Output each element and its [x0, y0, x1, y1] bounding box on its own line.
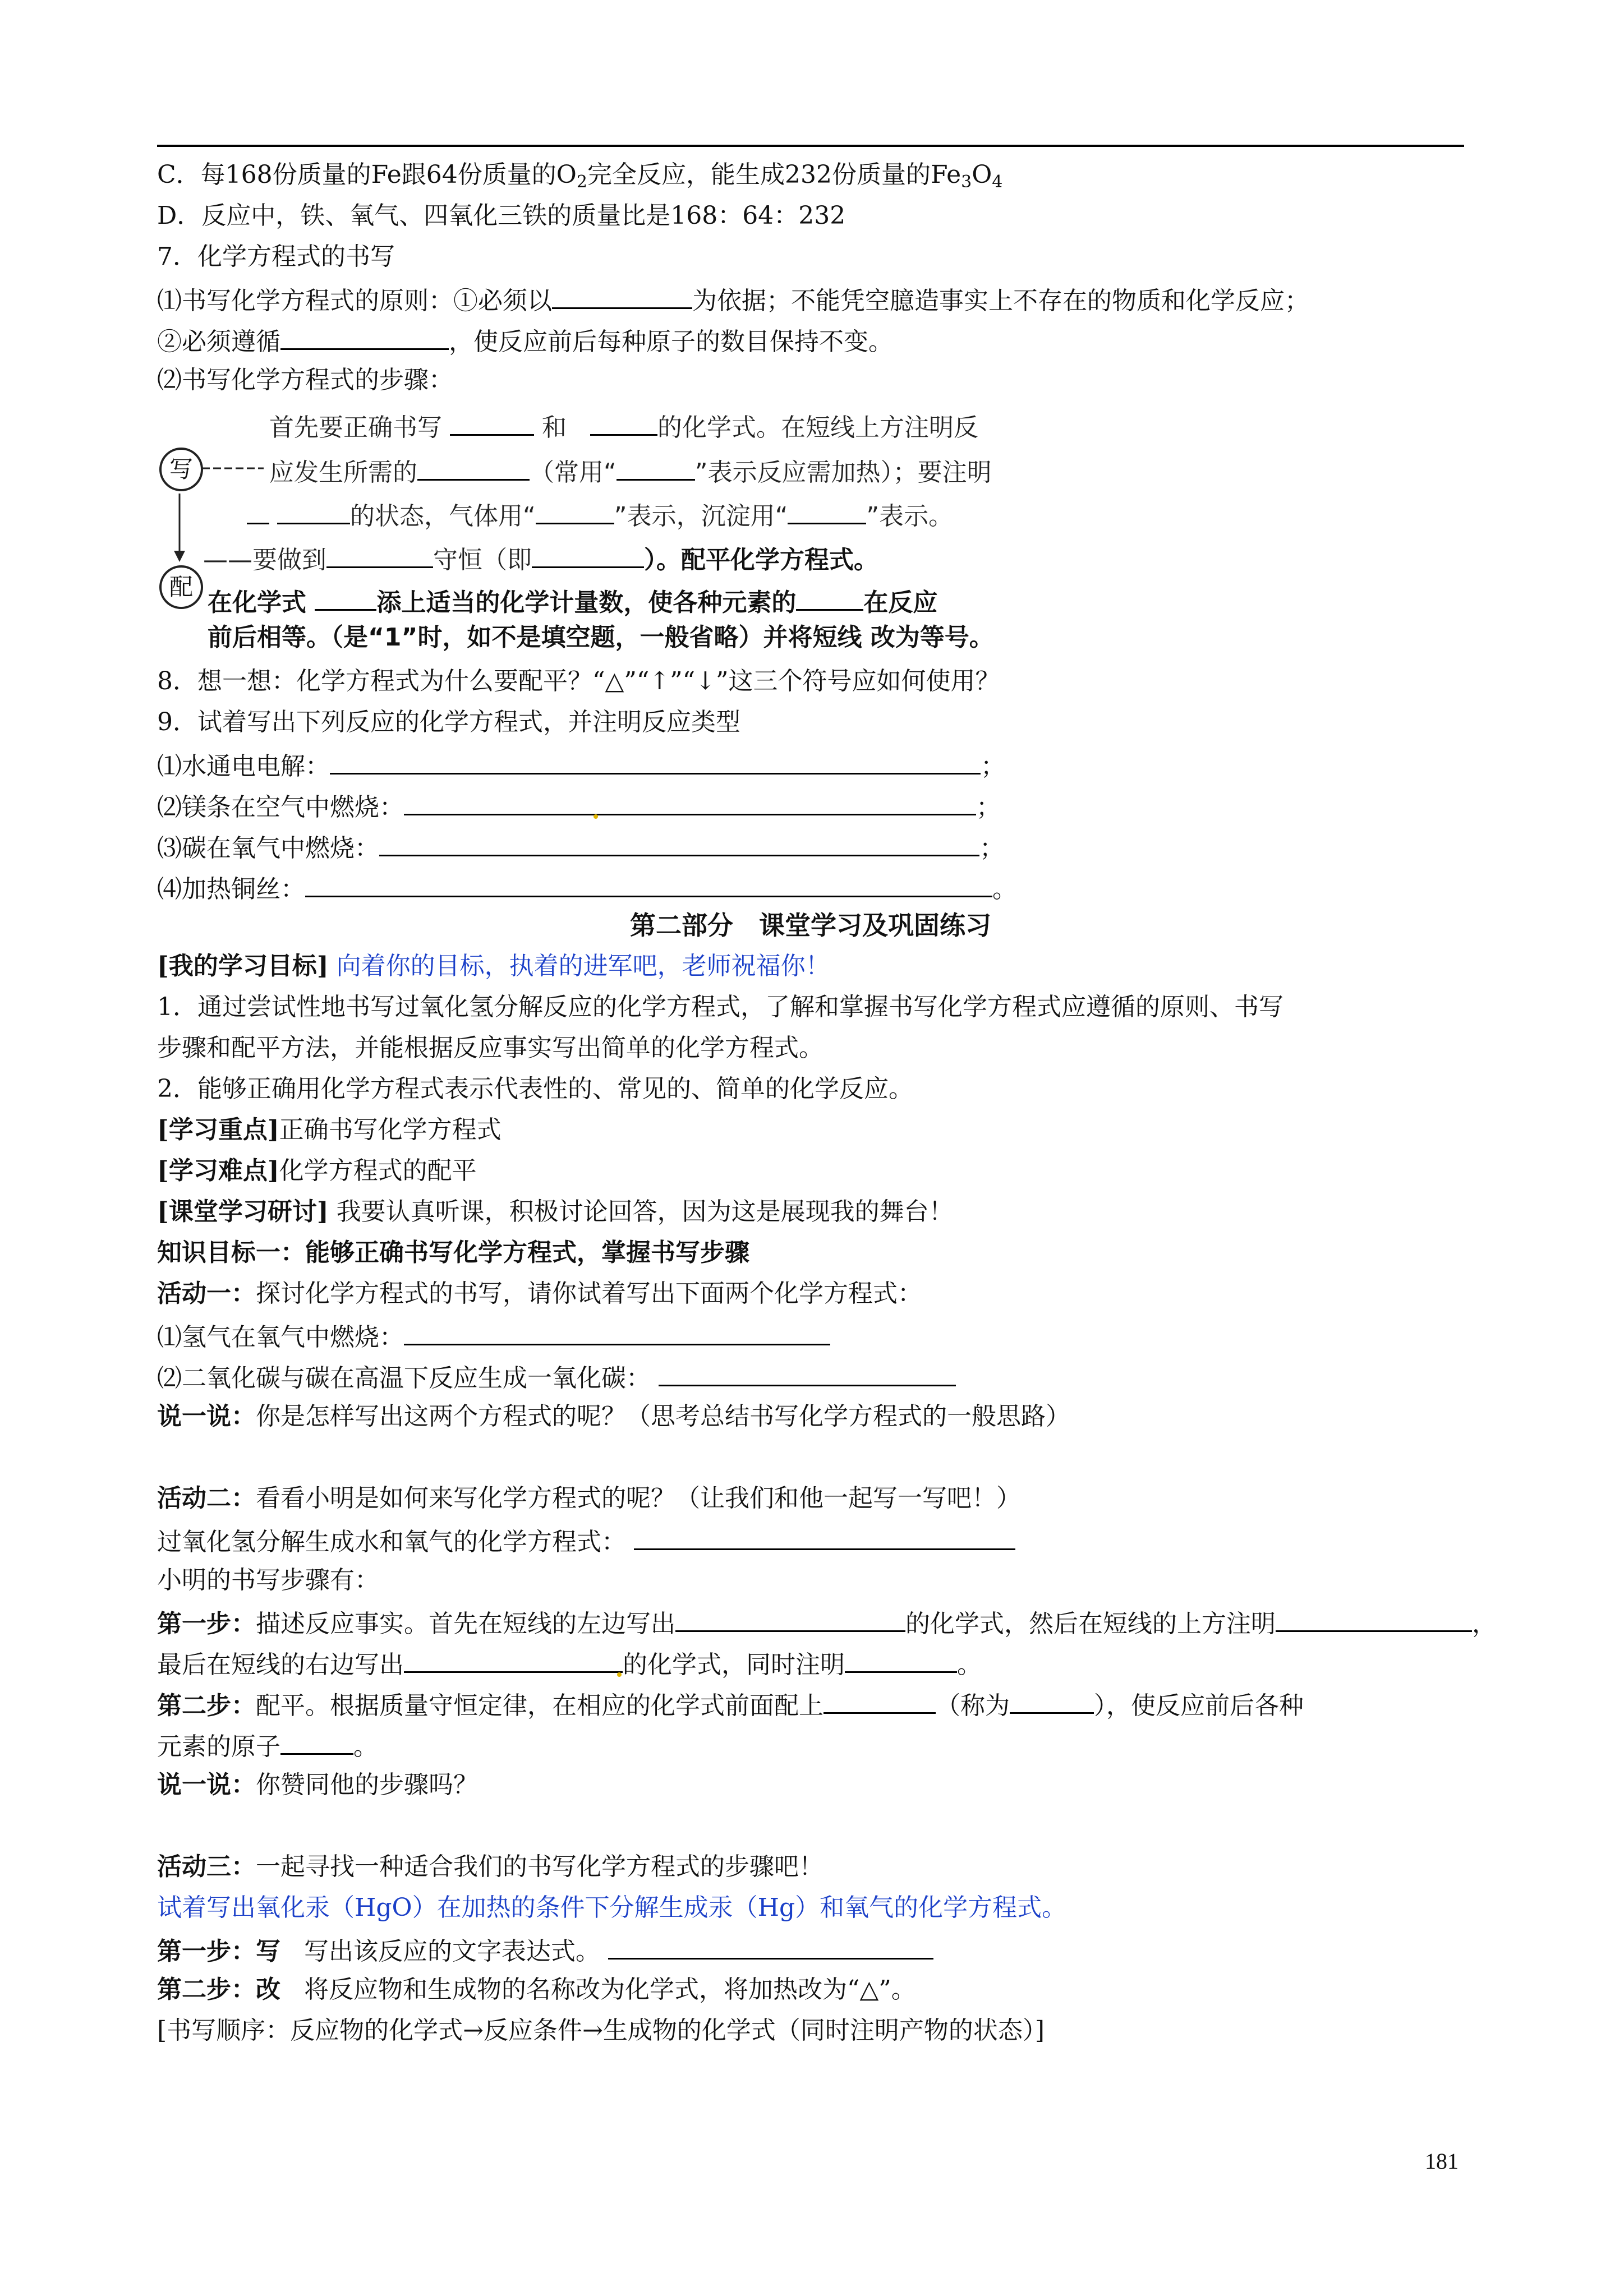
answer-blank[interactable]	[330, 747, 981, 774]
blank[interactable]	[845, 1645, 957, 1673]
option-c: C．每168份质量的Fe跟64份质量的$O_2$完全反应，能生成232份质量的$Fe_3O_4$	[157, 160, 1003, 192]
blank[interactable]	[326, 541, 433, 568]
diagram-row-2: 应发生所需的 （常用“ ”表示反应需加热）；要注明	[269, 453, 992, 489]
part2-title: 第二部分 课堂学习及巩固练习	[630, 910, 991, 940]
step-2-line-2: 元素的原子 。	[157, 1727, 378, 1764]
goal-2: 2．能够正确用化学方程式表示代表性的、常见的、简单的化学反应。	[157, 1075, 913, 1103]
blank[interactable]	[450, 408, 534, 436]
q9-item-3: ⑶碳在氧气中燃烧： ；	[157, 829, 1004, 865]
diagram-row-1: 首先要正确书写 和 的化学式。在短线上方注明反	[269, 408, 978, 444]
answer-blank[interactable]	[608, 1932, 933, 1960]
answer-blank[interactable]	[634, 1523, 1015, 1550]
blank[interactable]	[277, 497, 350, 524]
question-9: 9．试着写出下列反应的化学方程式，并注明反应类型	[157, 708, 740, 736]
knowledge-target-1: 知识目标一：能够正确书写化学方程式，掌握书写步骤	[157, 1238, 749, 1267]
option-d: D．反应中，铁、氧气、四氧化三铁的质量比是168：64：232	[157, 201, 846, 230]
q9-item-4: ⑷加热铜丝： 。	[157, 870, 1017, 906]
q9-item-1: ⑴水通电电解： ；	[157, 747, 1005, 783]
blank[interactable]	[1276, 1605, 1472, 1632]
answer-blank[interactable]	[659, 1359, 956, 1386]
blank[interactable]	[417, 453, 530, 481]
activity-1-item-1: ⑴氢气在氧气中燃烧：	[157, 1318, 830, 1354]
diagram-row-6: 前后相等。（是“1”时，如不是填空题，一般省略）并将短线 改为等号。	[208, 623, 994, 652]
step-1-line-1: 第一步：描述反应事实。首先在短线的左边写出 的化学式，然后在短线的上方注明 ，	[157, 1605, 1497, 1641]
write-step-1: 第一步：写 写出该反应的文字表达式。	[157, 1932, 933, 1968]
steps-diagram	[157, 404, 1122, 662]
page-number: 181	[1425, 2149, 1459, 2174]
blank[interactable]	[315, 583, 376, 611]
diagram-row-3: 的状态，气体用“ ”表示，沉淀用“ ”表示。	[247, 497, 953, 533]
write-step-2: 第二步：改 将反应物和生成物的名称改为化学式，将加热改为“△”。	[157, 1975, 916, 2004]
goal-1b: 步骤和配平方法，并能根据反应事实写出简单的化学方程式。	[157, 1034, 823, 1062]
question-7: 7．化学方程式的书写	[157, 242, 395, 271]
blank[interactable]	[552, 282, 692, 309]
answer-blank[interactable]	[404, 1318, 830, 1345]
key-point: [学习重点]正确书写化学方程式	[157, 1115, 502, 1144]
activity-3-task: 试着写出氧化汞（HgO）在加热的条件下分解生成汞（Hg）和氧气的化学方程式。	[157, 1893, 1067, 1922]
question-8: 8．想一想：化学方程式为什么要配平？“△”“↑”“↓”这三个符号应如何使用？	[157, 667, 1000, 695]
blank[interactable]	[590, 408, 657, 436]
activity-2-steps: 小明的书写步骤有：	[157, 1566, 379, 1594]
answer-blank[interactable]	[305, 870, 992, 897]
header-rule	[157, 145, 1464, 147]
activity-2-equation: 过氧化氢分解生成水和氧气的化学方程式：	[157, 1523, 1015, 1559]
activity-3: 活动三：一起寻找一种适合我们的书写化学方程式的步骤吧！	[157, 1852, 823, 1881]
goal-1a: 1．通过尝试性地书写过氧化氢分解反应的化学方程式，了解和掌握书写化学方程式应遵循的原则、书写	[157, 993, 1283, 1021]
step-1-line-2: 最后在短线的右边写出 的化学式，同时注明 。	[157, 1645, 982, 1682]
blank[interactable]	[404, 1645, 623, 1673]
blank[interactable]	[1010, 1686, 1094, 1714]
class-study: [课堂学习研讨] 我要认真听课，积极讨论回答，因为这是展现我的舞台！	[157, 1197, 954, 1226]
activity-2: 活动二：看看小明是如何来写化学方程式的呢？（让我们和他一起写一写吧！）	[157, 1484, 1021, 1513]
say-1: 说一说：你是怎样写出这两个方程式的呢？（思考总结书写化学方程式的一般思路）	[157, 1402, 1070, 1431]
diagram-row-4: ——要做到 守恒（即 ）。配平化学方程式。	[203, 541, 878, 577]
say-2: 说一说：你赞同他的步骤吗？	[157, 1771, 478, 1799]
blank[interactable]	[796, 583, 863, 611]
blank[interactable]	[675, 1605, 905, 1632]
blank[interactable]	[280, 322, 449, 350]
answer-blank[interactable]	[404, 788, 976, 815]
blank[interactable]	[823, 1686, 936, 1714]
answer-blank[interactable]	[379, 829, 979, 856]
blank[interactable]	[788, 497, 866, 524]
writing-order: [书写顺序：反应物的化学式→反应条件→生成物的化学式（同时注明产物的状态）]	[157, 2016, 1045, 2045]
step-balance-circle: 配	[159, 565, 203, 609]
blank[interactable]	[280, 1727, 353, 1755]
stray-dot	[594, 814, 598, 819]
stray-dot	[617, 1672, 622, 1677]
step-write-circle: 写	[159, 448, 203, 491]
q7-principle-2: ②必须遵循 ，使反应前后每种原子的数目保持不变。	[157, 322, 893, 359]
blank[interactable]	[536, 497, 614, 524]
q9-item-2: ⑵镁条在空气中燃烧： ；	[157, 788, 1001, 824]
blank[interactable]	[617, 453, 695, 481]
diagram-row-5: 在化学式 添上适当的化学计量数，使各种元素的 在反应	[208, 583, 937, 619]
difficult-point: [学习难点]化学方程式的配平	[157, 1156, 477, 1185]
learning-goal: [我的学习目标] 向着你的目标，执着的进军吧，老师祝福你！	[157, 952, 830, 980]
q7-principle-1: ⑴书写化学方程式的原则：①必须以 为依据；不能凭空臆造事实上不存在的物质和化学反应；	[157, 282, 1309, 318]
step-2-line-1: 第二步：配平。根据质量守恒定律，在相应的化学式前面配上 （称为 ），使反应前后各种	[157, 1686, 1304, 1723]
blank[interactable]	[247, 497, 269, 524]
q7-steps-heading: ⑵书写化学方程式的步骤：	[157, 366, 453, 394]
activity-1: 活动一：探讨化学方程式的书写，请你试着写出下面两个化学方程式：	[157, 1279, 922, 1308]
activity-1-item-2: ⑵二氧化碳与碳在高温下反应生成一氧化碳：	[157, 1359, 956, 1395]
blank[interactable]	[532, 541, 644, 568]
